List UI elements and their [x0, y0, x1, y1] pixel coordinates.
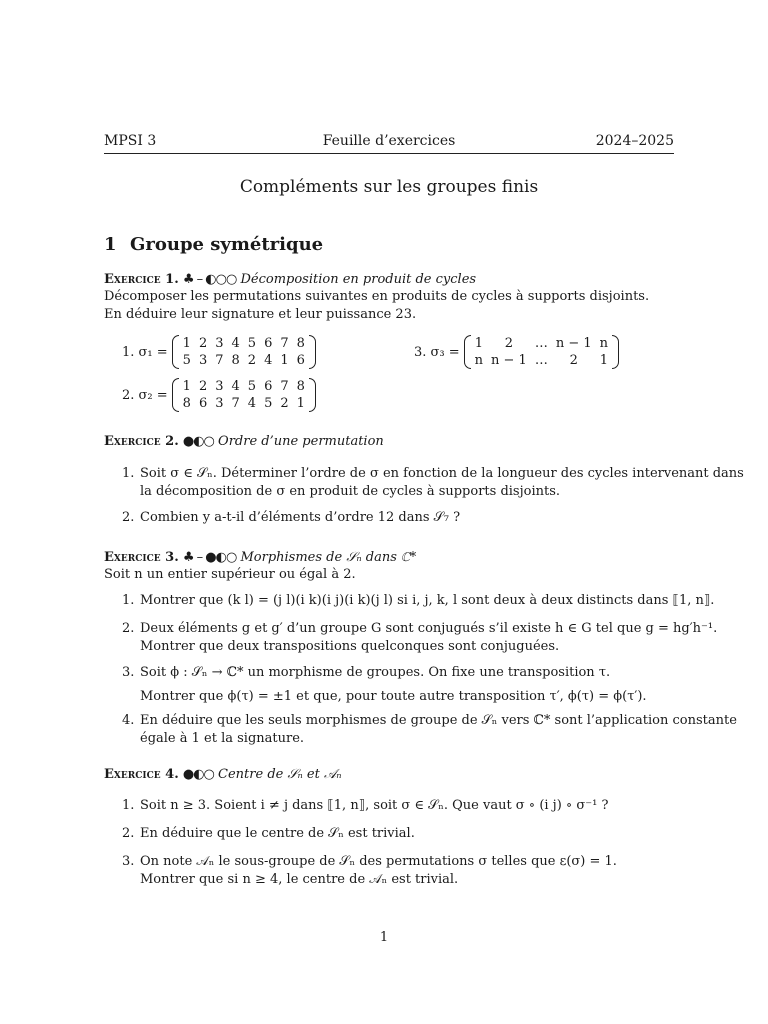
- exercise-4-heading: [104, 767, 342, 782]
- permutation-sigma1: [122, 335, 316, 369]
- permutation-sigma2: [122, 378, 316, 412]
- difficulty-symbols: ●◐○: [182, 767, 214, 782]
- difficulty-symbols: ♣ – ●◐○: [182, 550, 237, 565]
- exercise-topic: Centre de 𝒮ₙ et 𝒜ₙ: [218, 767, 342, 782]
- document-page: MPSI 3 Feuille d’exercices 2024–2025 Compléments sur les groupes finis 1 Groupe symétrique Exercice 1. ♣ – ◐○○ Décomposition en produit de cycles Décomposer les permutations suivantes en produits de cycles à supports disjoints. En déduire leur signature et leur puissance 23. 1. σ₁ = 1 2 3 4 5 6 7 8 5 3 7 8 2 4 1 6 2. σ₂ = 1 2 3 4 5 6 7 8 8 6 3 7 4 5 2 1 3. σ₃ = 1 2 … n − 1 n n n − 1 … 2 1 Exercice 2. ●◐○ Ordre d’une permutation 1. Soit σ ∈ 𝒮ₙ. Déterminer l’ordre de σ en fonction de la longueur des cycles intervenant dans la décomposition de σ en produit de cycles à supports disjoints. 2. Combien y a-t-il d’éléments d’ordre 12 dans 𝒮₇ ? Exercice 3. ♣ – ●◐○ Morphismes de 𝒮ₙ dans ℂ* Soit n un entier supérieur ou égal à 2. 1. Montrer que (k l) = (j l)(i k)(i j)(i k)(j l) si i, j, k, l sont deux à deux distincts dans ⟦1, n⟧. 2. Deux éléments g et g′ d’un groupe G sont conjugués s’il existe h ∈ G tel que g = hg′h⁻¹. Montrer que deux transpositions quelconques sont conjuguées. 3. Soit ϕ : 𝒮ₙ → ℂ* un morphisme de groupes. On fixe une transposition τ. Montrer que ϕ(τ) = ±1 et que, pour toute autre transposition τ′, ϕ(τ) = ϕ(τ′). 4. En déduire que les seuls morphismes de groupe de 𝒮ₙ vers ℂ* sont l’application constante égale à 1 et la signature. Exercice 4. ●◐○ Centre de 𝒮ₙ et 𝒜ₙ 1. Soit n ≥ 3. Soient i ≠ j dans ⟦1, n⟧, soit σ ∈ 𝒮ₙ. Que vaut σ ∘ (i j) ∘ σ⁻¹ ? 2. En déduire que le centre de 𝒮ₙ est trivial. 3. On note 𝒜ₙ le sous-groupe de 𝒮ₙ des permutations σ telles que ε(σ) = 1. Montrer que si n ≥ 4, le centre de 𝒜ₙ est trivial. 1: [0, 0, 768, 1024]
- section-heading: [104, 234, 323, 255]
- exercise-3-intro: Soit n un entier supérieur ou égal à 2.: [104, 567, 356, 582]
- perm-label: 3. σ₃ =: [414, 344, 460, 360]
- section-title: Groupe symétrique: [130, 234, 324, 255]
- doc-title: Compléments sur les groupes finis: [239, 177, 539, 197]
- intro-line: Décomposer les permutations suivantes en produits de cycles à supports disjoints.: [104, 289, 650, 304]
- perm-matrix: 1 2 3 4 5 6 7 8 5 3 7 8 2 4 1 6: [172, 335, 316, 369]
- section-number: 1: [104, 234, 117, 255]
- exercise-label: Exercice 2.: [104, 434, 179, 449]
- exercise-1-intro: [104, 288, 649, 324]
- exercise-topic: Morphismes de 𝒮ₙ dans ℂ*: [240, 550, 417, 565]
- perm-label: 2. σ₂ =: [122, 387, 168, 403]
- permutation-sigma3: [414, 335, 619, 369]
- header-sheet: Feuille d’exercices: [322, 133, 456, 149]
- exercise-label: Exercice 4.: [104, 767, 179, 782]
- page-header: [104, 133, 674, 153]
- difficulty-symbols: ♣ – ◐○○: [182, 272, 237, 287]
- header-class: MPSI 3: [104, 133, 157, 149]
- exercise-3-heading: [104, 550, 416, 565]
- exercise-topic: Ordre d’une permutation: [218, 434, 384, 449]
- exercise-topic: Décomposition en produit de cycles: [240, 272, 477, 287]
- difficulty-symbols: ●◐○: [182, 434, 214, 449]
- intro-line: En déduire leur signature et leur puissance 23.: [104, 307, 417, 322]
- exercise-2-heading: [104, 434, 384, 449]
- exercise-label: Exercice 1.: [104, 272, 179, 287]
- header-year: 2024–2025: [595, 133, 674, 149]
- perm-matrix: 1 2 … n − 1 n n n − 1 … 2 1: [464, 335, 619, 369]
- exercise-label: Exercice 3.: [104, 550, 179, 565]
- perm-matrix: 1 2 3 4 5 6 7 8 8 6 3 7 4 5 2 1: [172, 378, 316, 412]
- page-number: 1: [379, 930, 389, 945]
- exercise-1-heading: [104, 272, 476, 287]
- header-rule: [104, 153, 674, 154]
- perm-label: 1. σ₁ =: [122, 344, 168, 360]
